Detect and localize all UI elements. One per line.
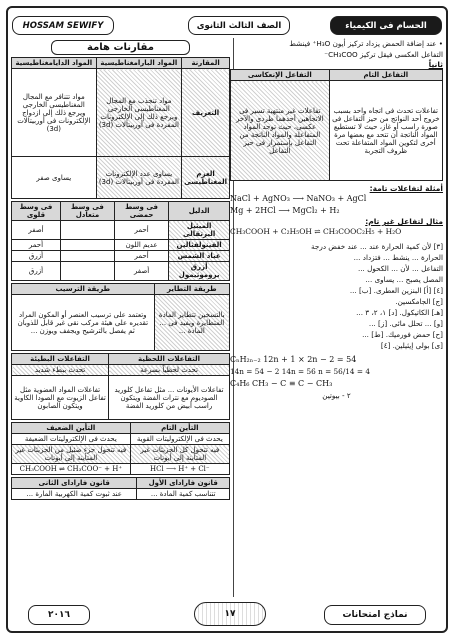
page-number: ١٧ (194, 602, 266, 626)
page-footer (8, 597, 446, 631)
method-header: طريقة التطاير (154, 284, 229, 295)
reaction-cell: تفاعلات المواد العضوية مثل تفاعل الزيوت مع الصودا الكاوية ويتكون الصابون (12, 376, 109, 420)
indicator-header: فى وسط قلوى (12, 202, 61, 221)
faraday-header: قانون فاراداى الأول (137, 478, 230, 489)
indicators-table (11, 201, 230, 281)
answer-line: [ج] الجامكسين. (395, 297, 443, 306)
magnetic-header-dia: المواد الدايامغناطيسية (12, 58, 97, 69)
answer-line: [و] ... تحلل مائى. [ز] ... (368, 319, 443, 328)
comparison-title: مقارنات هامة (51, 40, 190, 55)
answer-line: [هـ] الكاتيكول. [د] ١، ٢، ٣ ... (356, 308, 443, 317)
faraday-cell: تتناسب كمية المادة ... (137, 489, 230, 500)
equation: Mg + 2HCl ⟶ MgCl₂ + H₂ (230, 206, 340, 215)
section-label: ثانياً (428, 60, 443, 69)
ionization-cell: يحدث فى الإلكتروليتات الضعيفة (12, 434, 131, 445)
reaction-header: التفاعلات البطيئة (12, 354, 109, 365)
magnetic-header-para: المواد البارامغناطيسية (96, 58, 182, 69)
answer-line: [٣] لأن كمية الحرارة عند ... عند خفض درجة (311, 242, 443, 251)
page (6, 6, 448, 633)
ionization-header: التأين التام (130, 423, 229, 434)
indicator-header: الدليل (169, 202, 230, 221)
magnetic-row-label: التعريف (182, 69, 230, 157)
reaction-cell: تحدث لحظياً بسرعة (109, 365, 230, 376)
reaction-cell: تحدث ببطء شديد (12, 365, 109, 376)
indicator-cell: أحمر (114, 251, 168, 262)
ionization-cell: فيه تتحول كل الجزيئات غير المتأينة إلى أيونات (130, 445, 229, 464)
book-title-badge: الحسام فى الكيمياء (330, 16, 442, 35)
calc-line: 14n = 54 − 2 14n = 56 n = 56/14 = 4 (230, 367, 370, 376)
indicator-cell (60, 251, 114, 262)
compound-name: ٢ - بيوتين (322, 391, 351, 400)
method-header: طريقة الترسيب (12, 284, 155, 295)
indicator-name: أزرق بروموثيمول (169, 262, 230, 281)
answer-line: الحرارة ... ينشط ... فتزداد ... (353, 253, 443, 262)
ionization-cell: يحدث فى الإلكتروليتات القوية (130, 434, 229, 445)
page-header (8, 8, 446, 38)
method-cell: وتعتمد على ترسيب العنصر أو المكون المراد تقديره على هيئة مركب نقى غير قابل للذوبان ثم يفصل بالترشيح ويجفف ويوزن ... (12, 295, 155, 351)
equation: NaCl + AgNO₃ ⟶ NaNO₃ + AgCl (230, 194, 367, 203)
indicator-cell: أصفر (12, 221, 61, 240)
methods-table (11, 283, 230, 351)
indicator-cell: أصفر (114, 262, 168, 281)
examples-title: أمثلة لتفاعلات تامة: (369, 184, 443, 193)
calc-block (230, 354, 443, 401)
intro-line: • عند إضافة الحمض يزداد تركيز أيون H₃O⁺ فينشط (289, 39, 443, 48)
faraday-table (11, 477, 230, 500)
right-column (230, 38, 443, 597)
indicator-cell: أحمر (114, 221, 168, 240)
faraday-cell: عند ثبوت كمية الكهربية المارة ... (12, 489, 137, 500)
answer-line: التفاعل ... لأن ... الكحول ... (357, 264, 443, 273)
indicator-cell: عديم اللون (114, 240, 168, 251)
year-badge: ٢٠١٦ (28, 605, 90, 625)
reversible-cell: تفاعلات غير منتهية تسير فى الاتجاهين أحدهما طردى والآخر عكسى، حيث توجد المواد المتفاعلة والمواد الناتجة من التفاعل بإستمرار فى حيز التفاعل (231, 81, 330, 181)
intro-line: التفاعل العكسى فيقل تركيز CH₃COO⁻ (324, 50, 443, 59)
indicator-name: الميثيل البرتقالى (169, 221, 230, 240)
magnetic-cell: مواد تنجذب مع المجال المغناطيسى الخارجى ويرجع ذلك إلى الإلكترونات المفردة فى أوربيتالات (3d) (96, 69, 182, 157)
reversible-table (230, 69, 443, 181)
reaction-header: التفاعلات اللحظية (109, 354, 230, 365)
answer-line: [ح] حمض فورميك. [ط] ... (362, 330, 443, 339)
answer-line: المصل يصبح ... يساوى ... (365, 275, 443, 284)
magnetic-cell: يساوى عدد الإلكترونات المفردة فى أوربيتالات (3d) (96, 157, 182, 199)
indicator-cell (60, 240, 114, 251)
ionization-equation: CH₃COOH ⇌ CH₃COO⁻ + H⁺ (12, 464, 131, 475)
reversible-example-title: مثال لتفاعل غير تام: (365, 217, 443, 226)
ionization-header: التأين الضعيف (12, 423, 131, 434)
answers-block (230, 241, 443, 351)
magnetic-cell: مواد تتنافر مع المجال المغناطيسى الخارجى ويرجع ذلك إلى ازدواج الإلكترونات فى أوربيتالات (3d) (12, 69, 97, 157)
reversible-header: التفاعل التام (329, 70, 442, 81)
indicator-name: عباد الشمس (169, 251, 230, 262)
indicator-cell: أزرق (12, 262, 61, 281)
grade-badge: الصف الثالث الثانوى (188, 16, 290, 35)
calc-line: CₙH₂ₙ₋₂ 12n + 1 × 2n − 2 = 54 (230, 355, 357, 364)
reversible-cell: تفاعلات تحدث فى اتجاه واحد بسبب خروج أحد النواتج من حيز التفاعل فى صورة راسب أو غاز، حيث لا تستطيع المواد الناتجة أن تتحد مع بعضها مرة أخرى لتكوين المواد المتفاعلة تحت ظروف التجربة (329, 81, 442, 181)
indicator-cell (60, 221, 114, 240)
answer-line: [ى] بولى إيثيلين. [٤] (380, 341, 443, 350)
answer-line: [٤] [أ] البنزين العطرى. [ب] ... (349, 286, 443, 295)
reversible-header: التفاعل الإنعكاسى (231, 70, 330, 81)
footer-title: نماذج امتحانات (324, 605, 426, 625)
equation: CH₃COOH + C₂H₅OH ⇌ CH₃COOC₂H₅ + H₂O (230, 227, 402, 236)
left-column (11, 38, 230, 597)
indicator-cell: أحمر (12, 240, 61, 251)
ionization-table (11, 422, 230, 475)
magnetic-cell: يساوى صفر (12, 157, 97, 199)
indicator-cell (60, 262, 114, 281)
indicator-cell: أزرق (12, 251, 61, 262)
calc-line: C₄H₆ CH₃ − C ≡ C − CH₃ (230, 379, 333, 388)
magnetic-row-label: العزم المغناطيسى (182, 157, 230, 199)
magnetic-header-compare: المقارنة (182, 58, 230, 69)
faraday-header: قانون فاراداى الثانى (12, 478, 137, 489)
ionization-cell: فيه تتحول جزء ضئيل من الجزيئات غير المتأينة إلى أيونات (12, 445, 131, 464)
author-badge: HOSSAM SEWIFY (12, 16, 114, 35)
reaction-speed-table (11, 353, 230, 420)
indicator-name: الفينولفثالين (169, 240, 230, 251)
indicator-header: فى وسط حمضى (114, 202, 168, 221)
ionization-equation: HCl ⟶ H⁺ + Cl⁻ (130, 464, 229, 475)
reaction-cell: تفاعلات الأيونات ... مثل تفاعل كلوريد الصوديوم مع نترات الفضة ويتكون راسب أبيض من كلوريد الفضة (109, 376, 230, 420)
method-cell: بالتسخين تتطاير المادة المتطايرة ويفيد فى ... المادة ... (154, 295, 229, 351)
magnetic-table (11, 57, 230, 199)
indicator-header: فى وسط متعادل (60, 202, 114, 221)
